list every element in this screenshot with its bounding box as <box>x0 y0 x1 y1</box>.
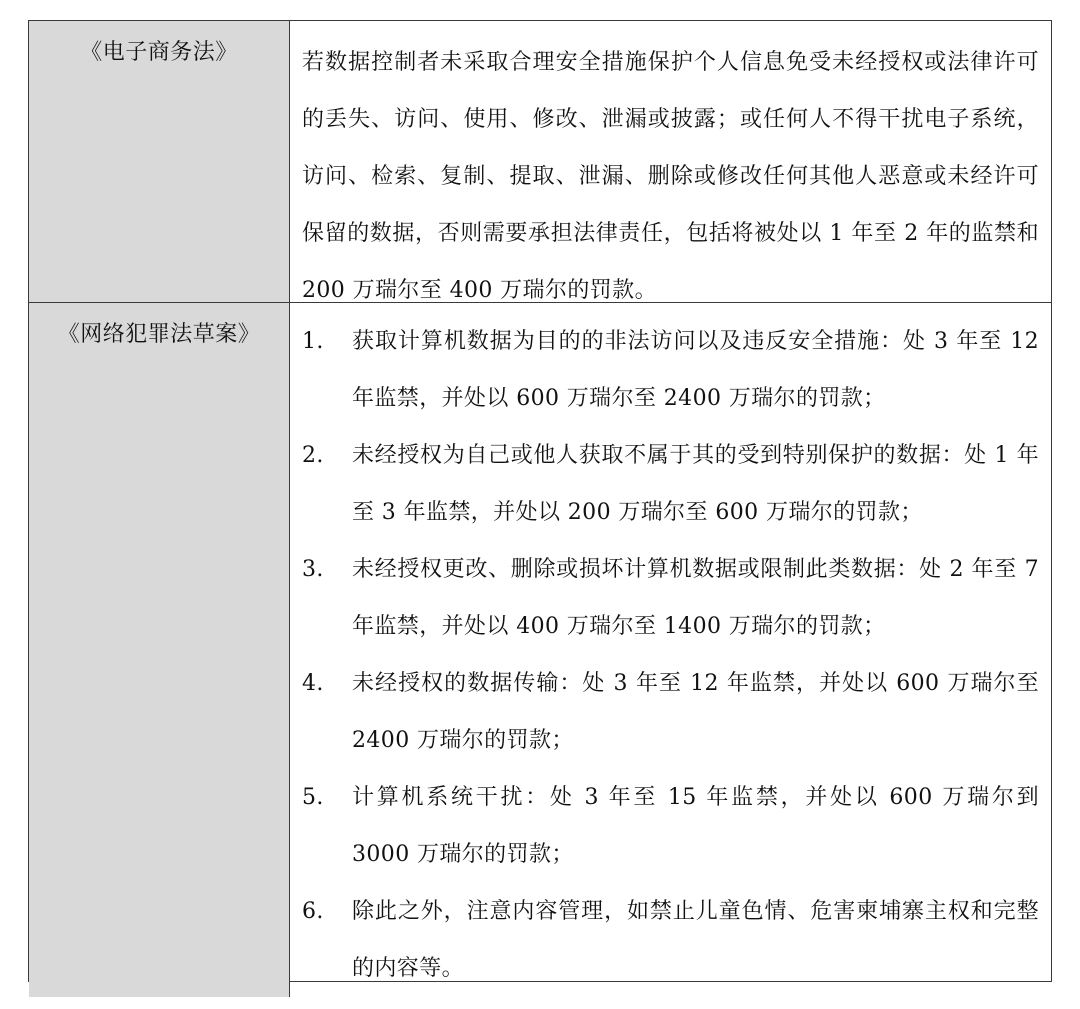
law-description-cell <box>290 21 1051 303</box>
law-name-cybercrime-draft: 《网络犯罪法草案》 <box>57 322 261 347</box>
list-item <box>302 655 1039 769</box>
list-item <box>302 769 1039 883</box>
list-item <box>302 541 1039 655</box>
list-item-text: 计算机系统干扰：处 3 年至 15 年监禁，并处以 600 万瑞尔到 3000 万瑞尔的罚款； <box>352 785 1039 867</box>
law-name-cell <box>29 303 290 997</box>
list-item <box>302 883 1039 997</box>
list-item-number: 3. <box>302 557 324 582</box>
list-item <box>302 427 1039 541</box>
list-item-text: 未经授权的数据传输：处 3 年至 12 年监禁，并处以 600 万瑞尔至 2400 万瑞尔的罚款； <box>352 671 1039 753</box>
list-item-text: 未经授权更改、删除或损坏计算机数据或限制此类数据：处 2 年至 7 年监禁，并处以 400 万瑞尔至 1400 万瑞尔的罚款； <box>352 557 1039 639</box>
list-item-number: 1. <box>302 329 324 354</box>
law-name-ecommerce: 《电子商务法》 <box>80 40 238 65</box>
list-item-number: 5. <box>302 785 324 810</box>
law-name-cell <box>29 21 290 303</box>
penalty-list <box>290 303 1051 997</box>
ecommerce-law-description: 若数据控制者未采取合理安全措施保护个人信息免受未经授权或法律许可的丢失、访问、使用、修改、泄漏或披露；或任何人不得干扰电子系统，访问、检索、复制、提取、泄漏、删除或修改任何其他人恶意或未经许可保留的数据，否则需要承担法律责任，包括将被处以 1 年至 2 年的监禁和 200 万瑞尔至 400 万瑞尔的罚款。 <box>302 50 1039 303</box>
list-item-number: 6. <box>302 899 324 924</box>
list-item-text: 获取计算机数据为目的的非法访问以及违反安全措施：处 3 年至 12 年监禁，并处以 600 万瑞尔至 2400 万瑞尔的罚款； <box>352 329 1039 411</box>
list-item-number: 4. <box>302 671 324 696</box>
list-item <box>302 313 1039 427</box>
law-penalty-table <box>28 20 1052 982</box>
list-item-text: 除此之外，注意内容管理，如禁止儿童色情、危害柬埔寨主权和完整的内容等。 <box>352 899 1039 981</box>
list-item-text: 未经授权为自己或他人获取不属于其的受到特别保护的数据：处 1 年至 3 年监禁，并处以 200 万瑞尔至 600 万瑞尔的罚款； <box>352 443 1039 525</box>
list-item-number: 2. <box>302 443 324 468</box>
